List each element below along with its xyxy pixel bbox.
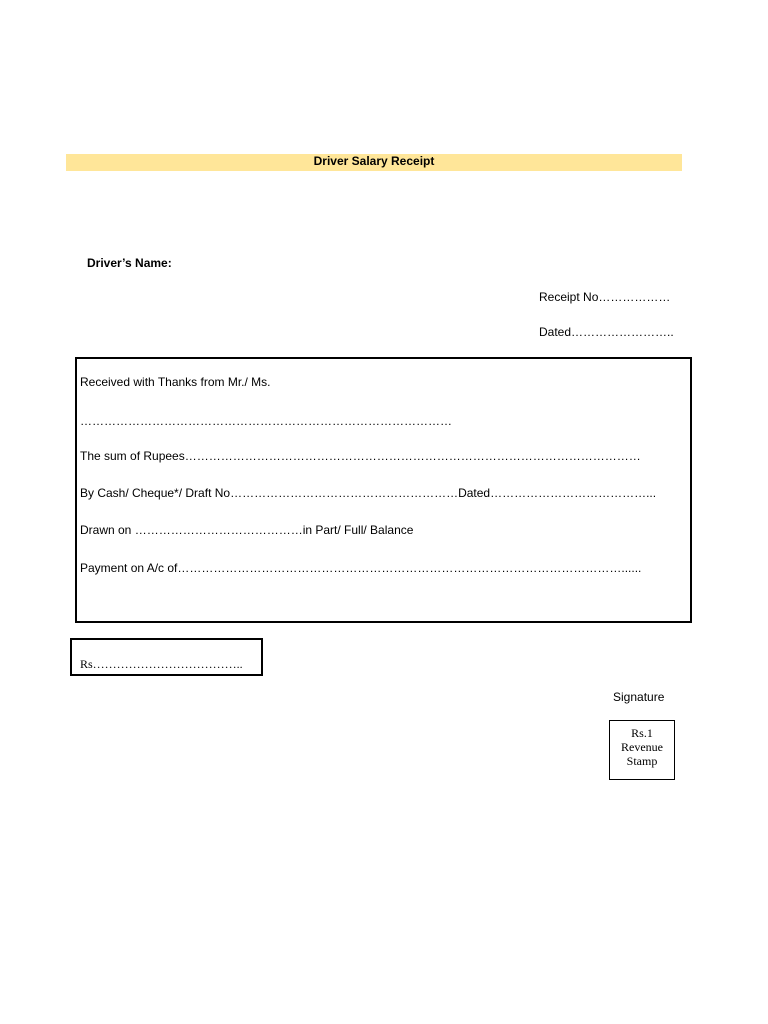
driver-name-label: Driver’s Name: — [87, 256, 172, 270]
signature-label: Signature — [613, 690, 665, 704]
stamp-label-revenue: Revenue — [621, 740, 663, 754]
payer-name-blank: ………………………………………………………………………………… — [80, 414, 452, 428]
receipt-number-field: Receipt No……………… — [539, 290, 671, 304]
sum-line: The sum of Rupees…………………………………………………………………………………………………… — [80, 449, 641, 463]
amount-box — [70, 638, 263, 676]
revenue-stamp-box — [609, 720, 675, 780]
title-bar — [66, 154, 682, 171]
stamp-value: Rs.1 — [631, 726, 653, 740]
page-title: Driver Salary Receipt — [313, 154, 435, 168]
amount-field: Rs……………………………….. — [80, 657, 243, 671]
receipt-date-field: Dated…………………….. — [539, 325, 674, 339]
stamp-label-stamp: Stamp — [626, 754, 658, 768]
payment-mode-line: By Cash/ Cheque*/ Draft No…………………………………………………Dated…………………………………... — [80, 486, 657, 500]
received-from-line: Received with Thanks from Mr./ Ms. — [80, 375, 271, 389]
receipt-details-box — [75, 357, 692, 623]
payment-account-line: Payment on A/c of…………………………………………………………………………………………………...... — [80, 561, 642, 575]
drawn-on-line: Drawn on ……………………………………in Part/ Full/ Balance — [80, 523, 414, 537]
